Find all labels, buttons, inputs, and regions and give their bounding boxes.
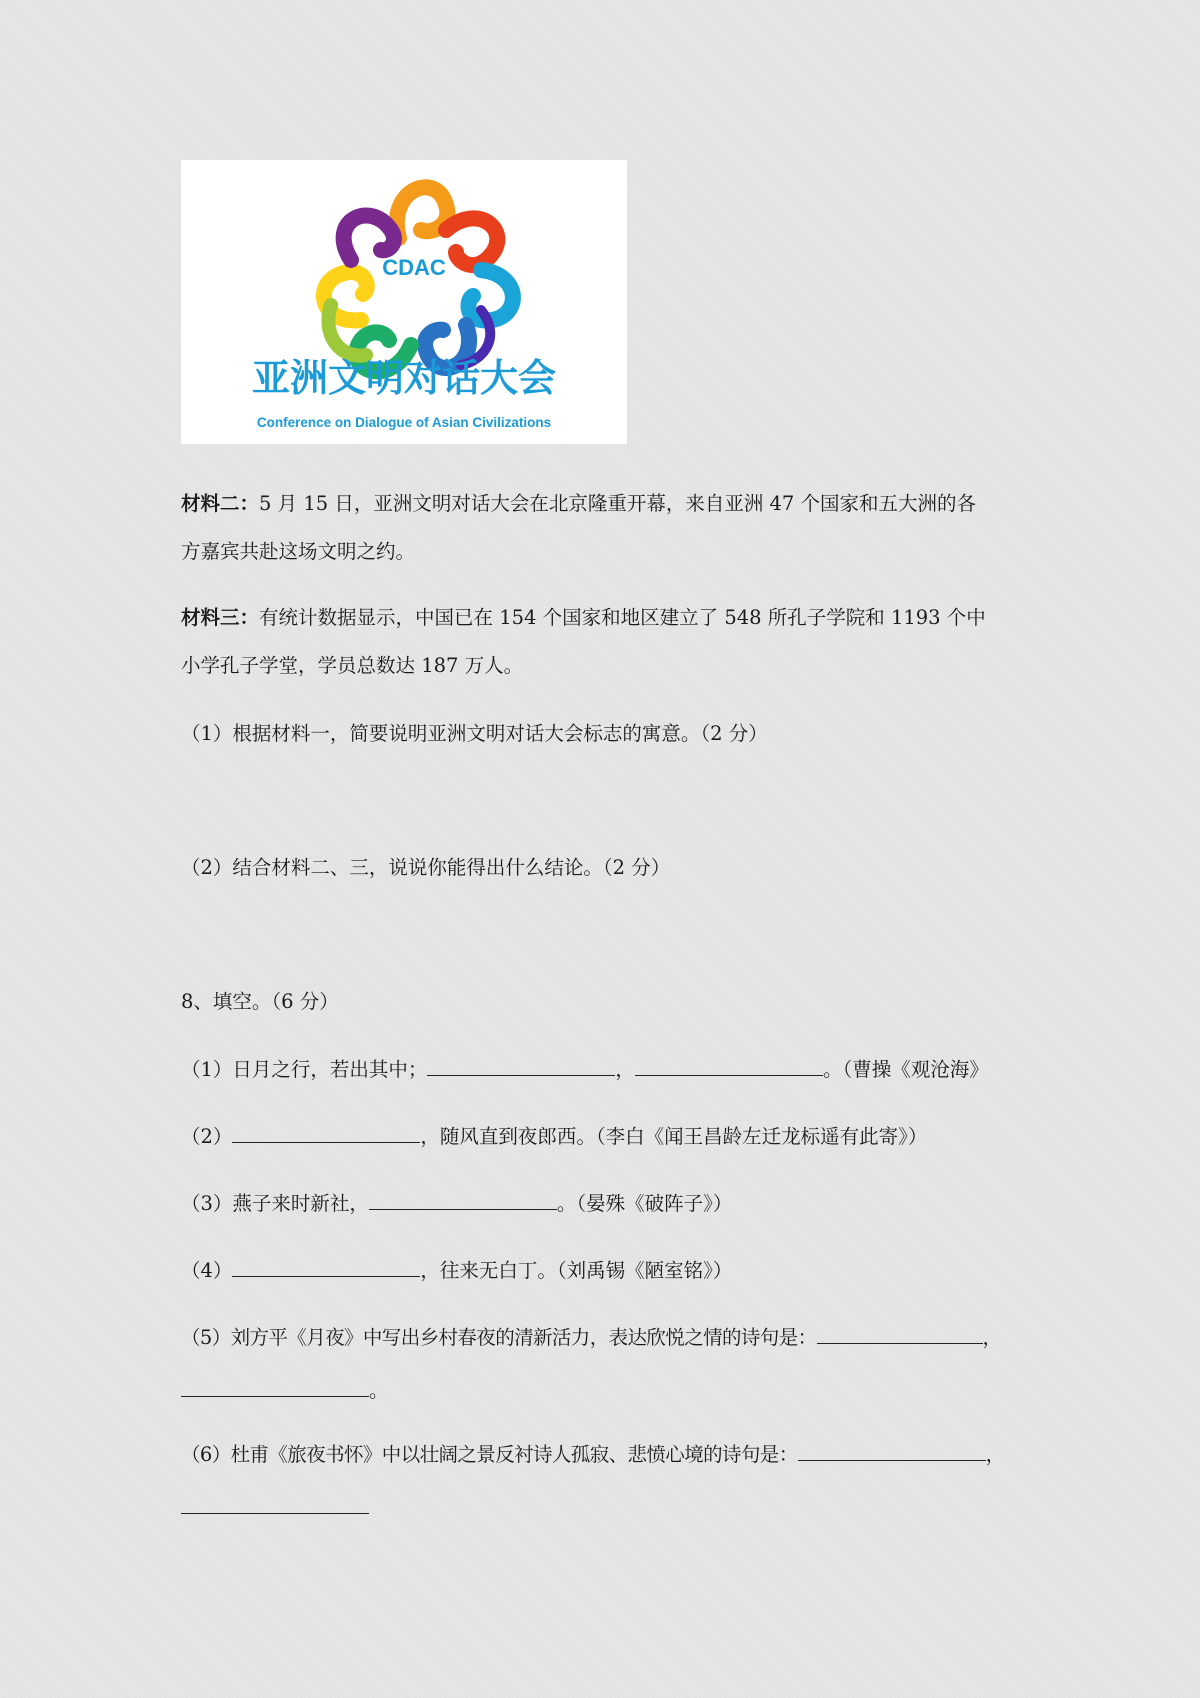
logo-acronym: CDAC (382, 255, 446, 280)
material3-line2: 小学孔子学堂，学员总数达 187 万人。 (181, 654, 524, 677)
logo-title-cn: 亚洲文明对话大会 (251, 356, 557, 400)
question-2: （2）结合材料二、三，说说你能得出什么结论。（2 分） (181, 856, 671, 879)
fill-item-3-prefix: （3）燕子来时新社， (181, 1192, 369, 1215)
question-1: （1）根据材料一，简要说明亚洲文明对话大会标志的寓意。（2 分） (181, 722, 768, 745)
fill-item-2-prefix: （2） (181, 1125, 233, 1148)
fill-blank-4[interactable] (232, 1256, 420, 1277)
fill-blank-5b[interactable] (181, 1376, 369, 1397)
fill-item-2 (181, 1122, 1021, 1151)
logo-title-en: Conference on Dialogue of Asian Civilizations (256, 415, 552, 430)
fill-blank-2[interactable] (232, 1122, 420, 1143)
fill-blank-5a[interactable] (817, 1323, 983, 1344)
material2-text1: 5 月 15 日，亚洲文明对话大会在北京隆重开幕，来自亚洲 47 个国家和五大洲的各 (259, 492, 977, 515)
material3-text1: 有统计数据显示，中国已在 154 个国家和地区建立了 548 所孔子学院和 1193 个中 (259, 606, 986, 629)
fill-item-3 (181, 1189, 1021, 1218)
fill-item-5 (181, 1323, 1021, 1352)
fill-item-4-suffix: ，往来无白丁。（刘禹锡《陋室铭》） (420, 1259, 733, 1282)
fill-item-5-cont (181, 1376, 1021, 1405)
fill-blank-1a[interactable] (427, 1055, 615, 1076)
fill-item-1 (181, 1055, 1021, 1084)
fill-item-4-prefix: （4） (181, 1259, 233, 1282)
material2-line1 (181, 490, 1021, 518)
fill-blank-1b[interactable] (635, 1055, 823, 1076)
fill-item-5-end: 。 (369, 1379, 389, 1402)
fill-item-1-suffix: 。（曹操《观沧海》 (822, 1058, 989, 1081)
fill-blank-6a[interactable] (798, 1440, 986, 1461)
fill-item-6-prefix: （6）杜甫《旅夜书怀》中以壮阔之景反衬诗人孤寂、悲愤心境的诗句是： (181, 1443, 798, 1466)
fill-item-5-prefix: （5）刘方平《月夜》中写出乡村春夜的清新活力，表达欣悦之情的诗句是： (181, 1326, 817, 1349)
fill-item-6-mid: ， (985, 1443, 1005, 1466)
fill-item-6-cont (181, 1493, 1021, 1522)
cdac-logo-graphic (181, 160, 627, 444)
fill-blank-3[interactable] (369, 1189, 557, 1210)
cdac-logo (181, 160, 627, 444)
material3-line1 (181, 604, 1021, 632)
material2-line2: 方嘉宾共赴这场文明之约。 (181, 540, 416, 563)
fill-item-3-suffix: 。（晏殊《破阵子》） (556, 1192, 733, 1215)
fill-item-6 (181, 1440, 1021, 1469)
fill-item-4 (181, 1256, 1021, 1285)
fill-item-2-suffix: ，随风直到夜郎西。（李白《闻王昌龄左迁龙标遥有此寄》） (420, 1125, 928, 1148)
fill-item-1-prefix: （1）日月之行，若出其中； (181, 1058, 428, 1081)
fill-item-5-mid: ， (982, 1326, 1002, 1349)
fill-blank-6b[interactable] (181, 1493, 369, 1514)
section-8-heading: 8、填空。（6 分） (181, 990, 339, 1013)
fill-item-1-mid: ， (615, 1058, 635, 1081)
material2-label: 材料二： (181, 492, 260, 515)
material3-label: 材料三： (181, 606, 260, 629)
